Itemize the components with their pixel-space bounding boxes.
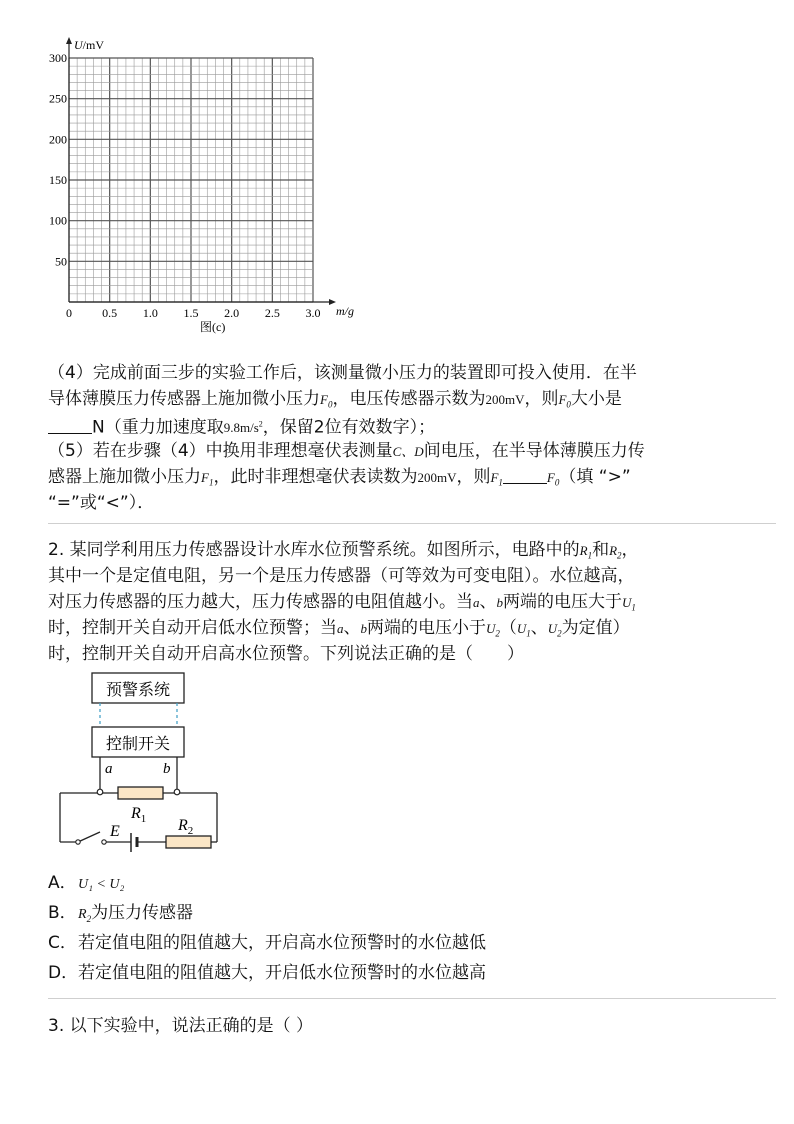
resistor-R2 <box>166 836 211 848</box>
label-R1: $R_1$ <box>131 805 147 825</box>
q3-stem: 3. 以下实验中，说法正确的是（ ） <box>48 1016 314 1036</box>
q2-line2: 其中一个是定值电阻，另一个是压力传感器（可等效为可变电阻）。水位越高， <box>48 566 635 586</box>
y-tick-label: 150 <box>49 173 67 187</box>
x-tick-label: 2.0 <box>224 306 240 320</box>
y-tick-label: 300 <box>49 51 67 65</box>
x-tick-label: 0 <box>66 306 72 320</box>
label-E: E <box>110 823 120 840</box>
divider <box>48 998 776 999</box>
x-tick-label: 2.5 <box>264 306 280 320</box>
var-F0: $F_0$ <box>320 392 333 410</box>
q1-part4-line2: 导体薄膜压力传感器上施加微小压力$F_0$，电压传感器示数为200mV，则$F_0$大小是 <box>48 389 622 410</box>
q1-part5-line2: 感器上施加微小压力$F_1$，此时非理想毫伏表读数为200mV，则$F_1$ $F_0$（填 “>” <box>48 467 631 488</box>
option-A[interactable]: A．U₁ < U₂ <box>48 873 125 893</box>
q1-part5-line1: （5）若在步骤（4）中换用非理想毫伏表测量C、D间电压，在半导体薄膜压力传 <box>48 441 645 461</box>
resistor-R1 <box>118 787 163 799</box>
label-R2: $R_2$ <box>178 817 194 837</box>
x-tick-label: 3.0 <box>305 306 321 320</box>
option-D[interactable]: D．若定值电阻的阻值越大，开启低水位预警时的水位越高 <box>48 963 486 983</box>
y-axis-label: U/mV <box>74 38 105 52</box>
option-C[interactable]: C．若定值电阻的阻值越大，开启高水位预警时的水位越低 <box>48 933 486 953</box>
q1-part5-line3: “=”或“<”）． <box>48 493 155 513</box>
x-tick-label: 1.0 <box>142 306 158 320</box>
option-B[interactable]: B．$R_2$为压力传感器 <box>48 903 194 924</box>
terminal-a: a <box>105 761 113 777</box>
y-tick-label: 250 <box>49 91 67 106</box>
y-tick-label: 200 <box>49 132 67 147</box>
x-tick-label: 0.5 <box>102 306 118 320</box>
warning-system-label: 预警系统 <box>105 680 171 699</box>
q2-line3: 对压力传感器的压力越大，压力传感器的电阻值越小。当a、b两端的电压大于$U_1$ <box>48 592 636 613</box>
q2-line4: 时，控制开关自动开启低水位预警；当a、b两端的电压小于$U_2(U_1$、$U_2$为定值） <box>48 618 630 639</box>
q1-part4-line1: （4）完成前面三步的实验工作后，该测量微小压力的装置即可投入使用．在半 <box>48 363 637 383</box>
q2-line5: 时，控制开关自动开启高水位预警。下列说法正确的是（ ） <box>48 644 524 664</box>
figure-caption: 图(c) <box>200 320 226 334</box>
y-tick-label: 100 <box>49 213 67 228</box>
y-tick-label: 50 <box>55 254 67 269</box>
q2-line1: 2. 某同学利用压力传感器设计水库水位预警系统。如图所示，电路中的$R_1$和$R_2$， <box>48 540 639 561</box>
terminal-b: b <box>163 761 171 777</box>
switch <box>78 832 100 842</box>
control-switch-label: 控制开关 <box>105 734 171 753</box>
x-tick-label: 1.5 <box>183 306 199 320</box>
x-axis-label: m/g <box>336 304 354 318</box>
q1-part4-line3: N（重力加速度取$9.8m/s^2$，保留2位有效数字）； <box>48 412 435 441</box>
